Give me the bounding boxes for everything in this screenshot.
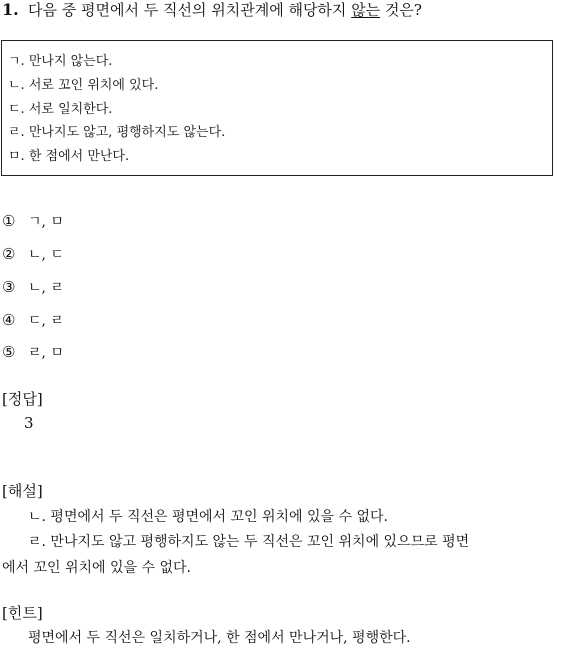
question-number: 1.: [2, 0, 19, 19]
choice-4-marker: ④: [2, 311, 16, 329]
question-text: [28, 0, 422, 20]
hint-text: 평면에서 두 직선은 일치하거나, 한 점에서 만나거나, 평행한다.: [28, 630, 411, 646]
choice-5-text: ㄹ, ㅁ: [28, 345, 64, 361]
question-text-before: 다음 중 평면에서 두 직선의 위치관계에 해당하지: [28, 1, 352, 19]
explanation-line-3: 에서 꼬인 위치에 있을 수 없다.: [2, 560, 191, 576]
question-text-after: 것은?: [380, 1, 422, 19]
explanation-heading: [해설]: [2, 482, 43, 500]
statement-5: ㅁ. 한 점에서 만난다.: [8, 149, 130, 164]
choice-2-text: ㄴ, ㄷ: [28, 247, 64, 263]
choice-3-marker: ③: [2, 278, 16, 296]
choice-4[interactable]: [2, 311, 64, 330]
explanation-line-1: ㄴ. 평면에서 두 직선은 평면에서 꼬인 위치에 있을 수 없다.: [28, 509, 389, 525]
choice-1-marker: ①: [2, 212, 16, 230]
statement-2: ㄴ. 서로 꼬인 위치에 있다.: [8, 78, 159, 93]
choice-3-text: ㄴ, ㄹ: [28, 280, 64, 296]
choice-1[interactable]: [2, 212, 64, 231]
choice-1-text: ㄱ, ㅁ: [28, 214, 64, 230]
question-text-underlined: 않는: [351, 1, 381, 19]
choice-3[interactable]: [2, 278, 64, 297]
choice-2-marker: ②: [2, 245, 16, 263]
explanation-line-2: ㄹ. 만나지도 않고 평행하지도 않는 두 직선은 꼬인 위치에 있으므로 평면: [28, 534, 470, 550]
answer-value: 3: [24, 414, 34, 432]
statement-1: ㄱ. 만나지 않는다.: [8, 54, 113, 69]
choice-2[interactable]: [2, 245, 64, 264]
statement-4: ㄹ. 만나지도 않고, 평행하지도 않는다.: [8, 125, 226, 140]
statement-3: ㄷ. 서로 일치한다.: [8, 102, 113, 117]
choice-5[interactable]: [2, 343, 64, 362]
choice-5-marker: ⑤: [2, 343, 16, 361]
choice-4-text: ㄷ, ㄹ: [28, 313, 64, 329]
hint-heading: [힌트]: [2, 604, 43, 622]
answer-heading: [정답]: [2, 390, 43, 408]
